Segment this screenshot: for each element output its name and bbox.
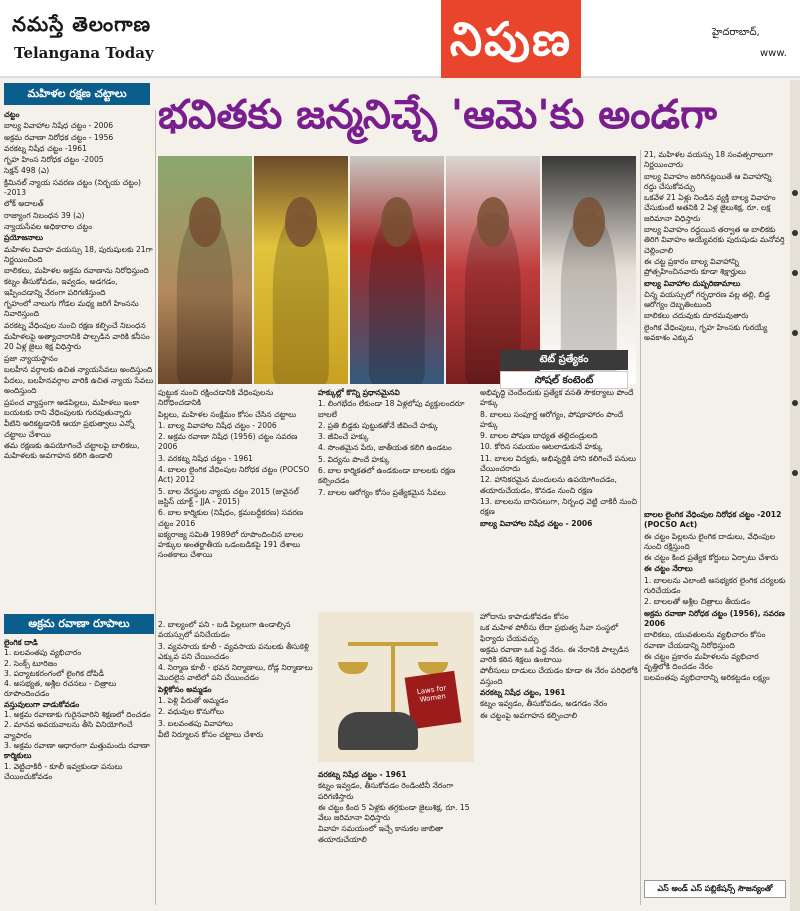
brand-english: Telangana Today	[14, 44, 154, 62]
col5-item: లైంగిక వేధింపులు, గృహ హింసకు గురయ్యే అవకాశం ఎక్కువ	[644, 322, 768, 343]
photo-woman-2	[254, 156, 348, 384]
trafficking-item: కార్మికులు	[4, 751, 32, 761]
column-divider	[640, 150, 641, 905]
col4-item: 13. బాలలను బానిసలుగా, నిర్బంధ వెట్టి చాకిరీ నుంచి రక్షణ	[480, 496, 638, 517]
col5-item: ఈ చట్ట ప్రకారం బాల్య వివాహాన్ని ప్రోత్సహించినవారు కూడా శిక్షార్హులు	[644, 256, 746, 277]
col2b-item: 1. పెళ్లి పేరుతో అమ్మడం	[158, 696, 229, 706]
photo-woman-3	[350, 156, 444, 384]
column-5	[644, 150, 786, 344]
bullet-icon	[792, 470, 798, 476]
trafficking-item: 1. అక్రమ రవాణాకు గురైనవారిని శిక్షణలో దించడం	[4, 710, 151, 720]
col5b-item: 2. బాలలతో అశ్లీల చిత్రాలు తీయడం	[644, 597, 751, 607]
col4-item: 12. హానికరమైన మందులను ఉపయోగించడం, తయారుచేయడం, కొనడం నుంచి రక్షణ	[480, 475, 617, 495]
left-item: వీటిని అరికట్టడానికి ఆయా ప్రభుత్వాలు ఎన్నో చట్టాలు చేశాయి	[4, 419, 135, 439]
col3-item: 3. జీవించే హక్కు	[318, 432, 369, 442]
left-item: మహిళలపై అత్యాచారానికి పాల్పడిన వారికి కనీసం 20 ఏళ్ల జైలు శిక్ష విధిస్తారు	[4, 331, 150, 352]
bullet-icon	[792, 190, 798, 196]
col3b-item: వివాహ సమయంలో ఇచ్చే కానుకల జాబితా తయారుచేయాలి	[318, 824, 444, 844]
col3b-item: ఈ చట్టం కింద 5 ఏళ్లకు తగ్గకుండా జైలుశిక్ష, రూ. 15 వేలు జరిమానా విధిస్తారు	[318, 802, 470, 823]
left-item: క్రిమినల్ న్యాయ సవరణ చట్టం (నిర్భయ చట్టం) -2013	[4, 177, 141, 198]
col5b-item: బాలికలు, యువతులను వ్యభిచారం కోసం రవాణా చేయడాన్ని నిరోధిస్తుంది	[644, 630, 766, 650]
trafficking-title: అక్రమ రవాణా రూపాలు	[4, 614, 154, 634]
left-item: మహిళల వివాహ వయస్సు 18, పురుషులకు 21గా నిర్ణయించింది	[4, 244, 153, 264]
trafficking-list	[4, 638, 154, 782]
col4b-item: హోదాను కాపాడుకోవడం కోసం	[480, 612, 569, 621]
col2-item: పుట్టుక నుంచి రక్షించడానికి వేధింపులను నిరోధించడానికి	[158, 388, 274, 408]
section-logo: నిపుణ	[441, 0, 581, 78]
right-page-edge	[790, 80, 800, 911]
left-item: బాలికలు, మహిళల అక్రమ రవాణాను నిరోధిస్తుంది	[4, 266, 149, 276]
col4b-item: అక్రమ రవాణా ఒక పెద్ద నేరం. ఈ నేరానికి పాల్పడిన వారికి కఠిన శిక్షలు ఉంటాయి	[480, 644, 629, 665]
tag-subtitle: సోషల్ కంటెంట్	[500, 371, 628, 389]
col5b-item: 1. బాలలను ఎలాంటి అసభ్యకర లైంగిక చర్యలకు గురిచేయడం	[644, 575, 786, 596]
section-label: మహిళల రక్షణ చట్టాలు	[4, 83, 150, 105]
trafficking-item: 3. పర్యాటకరంగంలో లైంగిక దోపిడీ	[4, 668, 104, 678]
col2-item: 5. బాల నేరస్థుల న్యాయ చట్టం 2015 (జువైనల్ జస్టిస్ యాక్ట్ - JJA - 2015)	[158, 486, 299, 506]
col4-item: 11. బాలల విద్యకు, అభివృద్ధికి హాని కలిగించే పనులు చేయించరాదు	[480, 453, 636, 474]
col2b-item: 3. బలవంతపు వివాహాలు	[158, 718, 233, 728]
col3-item: 4. సొంతమైన పేరు, జాతీయత కలిగి ఉండటం	[318, 443, 452, 453]
col3-item: 2. ప్రతి బిడ్డకు పుట్టుకతోనే జీవించే హక్కు	[318, 420, 439, 430]
brand-telugu: నమస్తే తెలంగాణ	[12, 12, 152, 36]
col5b-item: ఈ చట్టం కింద ప్రత్యేక కోర్టులు ఏర్పాటు చేశారు	[644, 553, 778, 563]
column-3	[318, 388, 474, 499]
trafficking-item: లైంగిక దాడి	[4, 638, 38, 647]
col4b-item: ఈ చట్టంపై అవగాహన కల్పించాలి	[480, 710, 578, 720]
trafficking-item: 2. సెంక్స్ టూరిజం	[4, 658, 58, 668]
trafficking-item: 1. బలవంతపు వ్యభిచారం	[4, 648, 82, 658]
column-4-lower	[480, 612, 640, 722]
bullet-icon	[792, 330, 798, 336]
col2b-item: 4. నిర్మాణ కూలీ - భవన నిర్మాణాలు, రోడ్ల నిర్మాణాలు మొదలైన వాటిలో పని చేయించడం	[158, 663, 313, 683]
col4b-item: వరకట్న నిషేధ చట్టం, 1961	[480, 688, 566, 698]
col5b-item: ఈ చట్టం పిల్లలను లైంగిక దాడులు, వేధింపుల నుంచి రక్షిస్తుంది	[644, 531, 775, 551]
left-item: తమ రక్షణకు ఉపయోగించే చట్టాలపై బాలికలు, మహిళలకు అవగాహన కలిగి ఉండాలి	[4, 440, 140, 461]
col4b-item: ఒక మహిళ పోలీసు లేదా ప్రభుత్వ సేవా సంస్థలో ఫిర్యాదు చేయవచ్చు	[480, 623, 619, 643]
col5b-item: అక్రమ రవాణా నిరోధక చట్టం (1956), సవరణ 2006	[644, 608, 785, 628]
trafficking-item: వస్తువులుగా వాడుకోవడం	[4, 699, 80, 709]
left-item: పేదలు, బలహీనవర్గాల వారికి ఉచిత న్యాయ సేవలు అందిస్తుంది	[4, 376, 154, 396]
law-book-icon: Laws for Women	[405, 671, 462, 729]
col2-item: 4. బాలల లైంగిక వేధింపుల నిరోధక చట్టం (POCSO Act) 2012	[158, 465, 310, 485]
col5-item: చిన్న వయస్సులో గర్భధారణ వల్ల తల్లి, బిడ్డ ఆరోగ్యం దెబ్బతింటుంది	[644, 289, 770, 310]
left-item: ప్రపంచ వ్యాప్తంగా ఆడపిల్లలు, మహిళలు ఇంకా బయటకు రాని వేధింపులకు గురవుతున్నారు	[4, 397, 140, 418]
col3-item: 5. విద్యను పొందే హక్కు	[318, 454, 390, 464]
left-item: కట్నం తీసుకోవడం, ఇవ్వడం, అడగడం, ఇప్పించడాన్ని నేరంగా పరిగణిస్తుంది	[4, 277, 118, 297]
left-item: చట్టం	[4, 110, 20, 119]
col5b-item: బలవంతపు వ్యభిచారాన్ని అరికట్టడం లక్ష్యం	[644, 673, 770, 683]
trafficking-item: 1. వెట్టిచాకిరీ - కూలీ ఇవ్వకుండా పనులు చేయించుకోవడం	[4, 761, 123, 781]
left-item: గృహ హింస నిరోధక చట్టం -2005	[4, 155, 104, 165]
headline-title: భవితకు జన్మనిచ్చే 'ఆమె'కు అండగా	[158, 92, 717, 138]
left-item: గృహంలో నాలుగు గోడల మధ్య జరిగే హింసను నివారిస్తుంది	[4, 299, 139, 319]
col2-item: పిల్లలు, మహిళల సంక్షేమం కోసం చేసిన చట్టాలు	[158, 409, 297, 419]
left-item: రాజ్యాంగ నిబంధన 39 (ఎ)	[4, 210, 85, 220]
left-item: న్యాయసేవల అధికారాల చట్టం	[4, 221, 93, 231]
left-item: వరకట్న నిషేధ చట్టం -1961	[4, 143, 87, 153]
column-2-lower	[158, 620, 318, 741]
col3-item: 7. బాలల ఆరోగ్యం కోసం ప్రత్యేకమైన సేవలు	[318, 487, 446, 497]
col5-item: బాలికలు చదువుకు దూరమవుతారు	[644, 311, 749, 321]
column-4	[480, 388, 640, 530]
col2b-item: 3. వ్యవసాయ కూలీ - వ్యవసాయ పనులకు తీసుకెళ్లి ఎక్కువ పని చేయించడం	[158, 641, 309, 661]
column-3-lower	[318, 770, 474, 846]
bullet-icon	[792, 270, 798, 276]
left-item: వరకట్న వేధింపుల నుంచి రక్షణ కల్పించే నిబంధన	[4, 320, 146, 330]
col5b-item: బాలల లైంగిక వేధింపుల నిరోధక చట్టం -2012 (POCSO Act)	[644, 510, 782, 530]
column-2	[158, 388, 314, 562]
left-item: సెక్షన్ 498 (ఎ)	[4, 166, 50, 176]
photo-woman-1	[158, 156, 252, 384]
justice-scales-illustration	[318, 612, 474, 762]
left-item: లోక్ అదాలత్	[4, 199, 44, 209]
bullet-icon	[792, 400, 798, 406]
col2b-item: 2. బాల్యంలో పని - బడి పిల్లలుగా ఉండాల్సిన వయస్సులో పనిచేయడం	[158, 620, 291, 640]
column-divider	[155, 110, 156, 905]
col4-item: 8. బాలలు సంపూర్ణ ఆరోగ్యం, పోషకాహారం పొందే హక్కు	[480, 409, 624, 429]
col3-item: హక్కుల్లో కొన్ని ప్రధానమైనవి	[318, 388, 400, 397]
col4-item: 10. కోరిన సమయం ఆటలాడుకునే హక్కు	[480, 442, 603, 452]
col3b-item: కట్నం ఇవ్వడం, తీసుకోవడం రెండింటినీ నేరంగా పరిగణిస్తారు	[318, 781, 454, 801]
col4-item: 9. బాలల పోషణ బాధ్యత తల్లిదండ్రులది	[480, 431, 598, 441]
website-label: www.	[760, 48, 787, 59]
left-item: బలహీన వర్గాలకు ఉచిత న్యాయసేవలు అందిస్తుంది	[4, 364, 153, 374]
col5-item: బాల్య వివాహం జరిగినట్లయితే ఆ వివాహాన్ని రద్దు చేసుకోవచ్చు	[644, 171, 772, 191]
tag-title: టెట్ ప్రత్యేకం	[500, 350, 628, 370]
col4-item: అభివృద్ధి చెందేందుకు ప్రత్యేక వసతి సౌకర్యాలు పొందే హక్కు	[480, 388, 634, 408]
trafficking-item: 2. మానవ అవయవాలను తీసి వినియోగించే వ్యాపారం	[4, 720, 133, 740]
bullet-icon	[792, 230, 798, 236]
left-item: బాల్య వివాహాల నిషేధ చట్టం - 2006	[4, 121, 114, 131]
col2-item: 1. బాల్య వివాహాల నిషేధ చట్టం - 2006	[158, 420, 277, 430]
col5b-item: ఈ చట్టం నేరాలు	[644, 564, 693, 574]
publication-credit: ఎస్ అండ్ ఎస్ పబ్లికేషన్స్ సౌజన్యంతో	[644, 880, 786, 898]
left-item: అక్రమ రవాణా నిరోధక చట్టం - 1956	[4, 132, 114, 142]
masthead	[0, 0, 800, 78]
col3b-item: వరకట్న నిషేధ చట్టం - 1961	[318, 770, 407, 779]
col2b-item: 2. వధువుల కొనుగోలు	[158, 707, 224, 717]
left-item: ప్రజా న్యాయస్థానం	[4, 353, 58, 363]
col2b-item: పెళ్లికోసం అమ్మడం	[158, 684, 212, 694]
col2-item: ఐక్యరాజ్య సమితి 1989లో రూపొందించిన బాలల హక్కుల అంతర్జాతీయ ఒడంబడికపై 191 దేశాలు సంతకాలు చేశాయి	[158, 529, 304, 560]
col2-item: 6. బాల కార్మికుల (నిషేధం, క్రమబద్ధీకరణ) సవరణ చట్టం 2016	[158, 508, 304, 528]
col5-item: బాల్య వివాహం రద్దయిన తర్వాత ఆ బాలికకు తిరిగి వివాహం అయ్యేవరకు పురుషుడు మనోవర్తి చెల్లించాలి	[644, 225, 785, 255]
col5b-item: ఈ చట్టం ప్రకారం మహిళలను వ్యభిచార వృత్తిలోకి దించడం నేరం	[644, 651, 759, 672]
col2b-item: వీటి నిర్మూలన కోసం చట్టాలు చేశారు	[158, 729, 264, 739]
trafficking-item: 4. అసభ్యత, అశ్లీల రచనలు - చిత్రాలు రూపొందించడం	[4, 679, 117, 699]
trafficking-item: 3. అక్రమ రవాణా ఆధారంగా మత్తుమందు రవాణా	[4, 740, 150, 750]
col3-item: 6. బాల కార్మికతలో ఉండకుండా బాలలకు రక్షణ కల్పించడం	[318, 466, 456, 486]
column-5-lower	[644, 510, 786, 685]
col5-item: 21, మహిళల వయస్సు 18 సంవత్సరాలుగా నిర్ణయించారు	[644, 150, 774, 170]
col2-item: 3. వరకట్న నిషేధ చట్టం - 1961	[158, 453, 253, 463]
col3-item: 1. లింగభేదం లేకుండా 18 ఏళ్లలోపు వ్యక్తులందరూ బాలలే	[318, 399, 465, 419]
col5-item: ఒకవేళ 21 ఏళ్లు నిండిన వ్యక్తి బాల్య వివాహం చేసుకుంటే అతనికి 2 ఏళ్ల జైలుశిక్ష, రూ. లక్ష జరిమానా విధిస్తారు	[644, 193, 776, 223]
left-item: ప్రయోజనాలు	[4, 233, 44, 243]
col5-item: బాల్య వివాహాల దుష్పరిణామాలు	[644, 278, 741, 288]
left-column	[4, 110, 154, 463]
col4-item: బాల్య వివాహాల నిషేధ చట్టం - 2006	[480, 518, 593, 528]
col2-item: 2. అక్రమ రవాణా నిషేధ (1956) చట్టం సవరణ 2006	[158, 432, 298, 452]
col4b-item: పోలీసులు దాడులు చేయడం కూడా ఈ నేరం పరిధిలోకి వస్తుంది	[480, 666, 638, 686]
city-label: హైదరాబాద్,	[712, 27, 760, 38]
col4b-item: కట్నం ఇవ్వడం, తీసుకోవడం, అడగడం నేరం	[480, 699, 608, 709]
